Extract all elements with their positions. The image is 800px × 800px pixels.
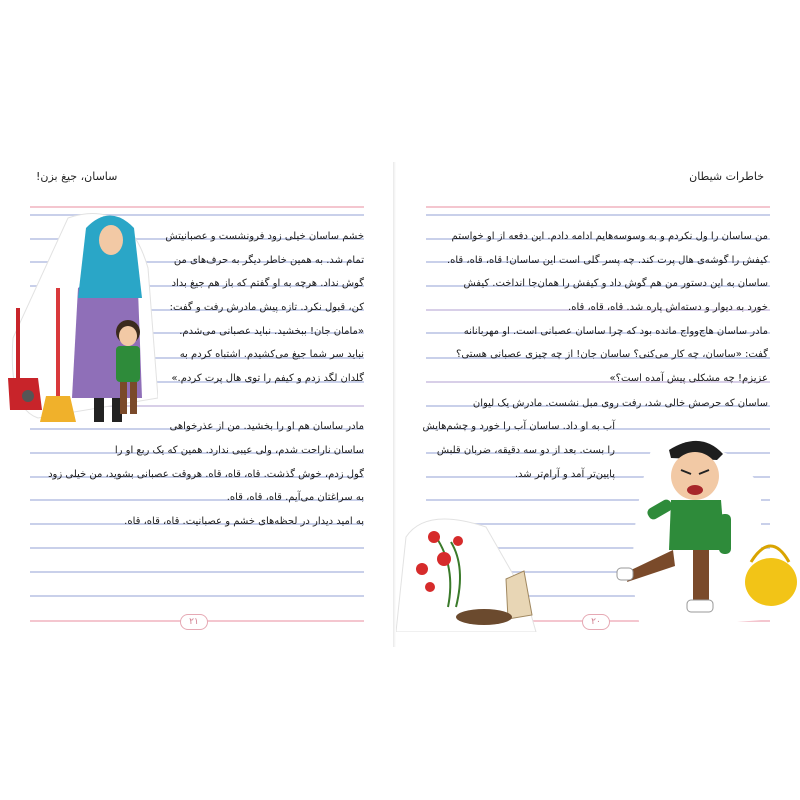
left-text-line-11: به سراغتان می‌آیم. قاه، قاه، قاه.	[226, 492, 364, 503]
left-text-line-1: خشم ساسان خیلی زود فرونشست و عصبانیتش	[165, 231, 364, 242]
page-number-left: ۲۱	[180, 614, 208, 630]
right-page	[396, 162, 800, 647]
right-text-line-9: آب به او داد. ساسان آب را خورد و چشم‌هایش	[422, 421, 615, 432]
right-text-line-10: را بست. بعد از دو سه دقیقه، ضربان قلبش	[436, 445, 615, 456]
broken-flower-pot-illustration	[396, 507, 546, 632]
left-text-line-2: تمام شد. به همین خاطر دیگر به حرف‌های من	[173, 255, 364, 266]
left-text-line-5: «مامان جان! ببخشید. نباید عصبانی می‌شدم.	[179, 326, 364, 337]
right-text-line-4: خورد به دیوار و دسته‌اش پاره شد. قاه، قاه، قاه.	[568, 302, 768, 313]
right-text-line-7: عزیزم! چه مشکلی پیش آمده است؟»	[609, 373, 768, 384]
angry-boy-illustration	[611, 430, 800, 640]
right-text-line-8: ساسان که حرصش خالی شد، رفت روی مبل نشست. مادرش یک لیوان	[472, 398, 768, 409]
running-head-right: خاطرات شیطان	[689, 170, 764, 183]
right-text-line-11: پایین‌تر آمد و آرام‌تر شد.	[514, 469, 615, 480]
left-text-line-6: نباید سر شما جیغ می‌کشیدم. اشتباه کردم به	[179, 349, 364, 360]
left-text-line-12: به امید دیدار در لحظه‌های خشم و عصبانیت. قاه، قاه، قاه.	[124, 516, 364, 527]
mother-and-son-illustration	[8, 198, 158, 428]
right-text-line-1: من ساسان را ول نکردم و به وسوسه‌هایم ادامه دادم. این دفعه از او خواستم	[451, 231, 768, 242]
running-head-left: ساسان، جیغ بزن!	[36, 170, 118, 183]
left-text-line-4: کن، قبول نکرد. تازه پیش مادرش رفت و گفت:	[169, 302, 364, 313]
left-text-line-3: گوش نداد. هرچه به او گفتم که باز هم جیغ بداد	[171, 278, 364, 289]
left-text-line-9: ساسان ناراحت شدم، ولی عیبی ندارد. همین که یک ربع او را	[114, 445, 364, 456]
left-text-line-7: گلدان لگد زدم و کیفم را توی هال پرت کردم.»	[171, 373, 364, 384]
page-number-right: ۲۰	[582, 614, 610, 630]
right-text-line-5: مادر ساسان هاج‌وواج مانده بود که چرا ساسان عصبانی است. او مهربانانه	[463, 326, 768, 337]
left-page	[0, 162, 395, 647]
right-text-line-3: ساسان به این دستور من هم گوش داد و کیفش را همان‌جا انداخت. کیفش	[463, 278, 768, 289]
right-text-line-6: گفت: «ساسان، چه کار می‌کنی؟ ساسان جان! از چه چیزی عصبانی هستی؟	[456, 349, 768, 360]
left-text-line-8: مادر ساسان هم او را بخشید. من از عذرخواهی	[169, 421, 364, 432]
left-text-line-10: گول زدم، خوش گذشت. قاه، قاه، قاه. هروقت عصبانی بشوید، من خیلی زود	[48, 469, 364, 480]
right-text-line-2: کیفش را گوشه‌ی هال پرت کند. چه پسر گلی است این ساسان! قاه، قاه، قاه.	[446, 255, 768, 266]
